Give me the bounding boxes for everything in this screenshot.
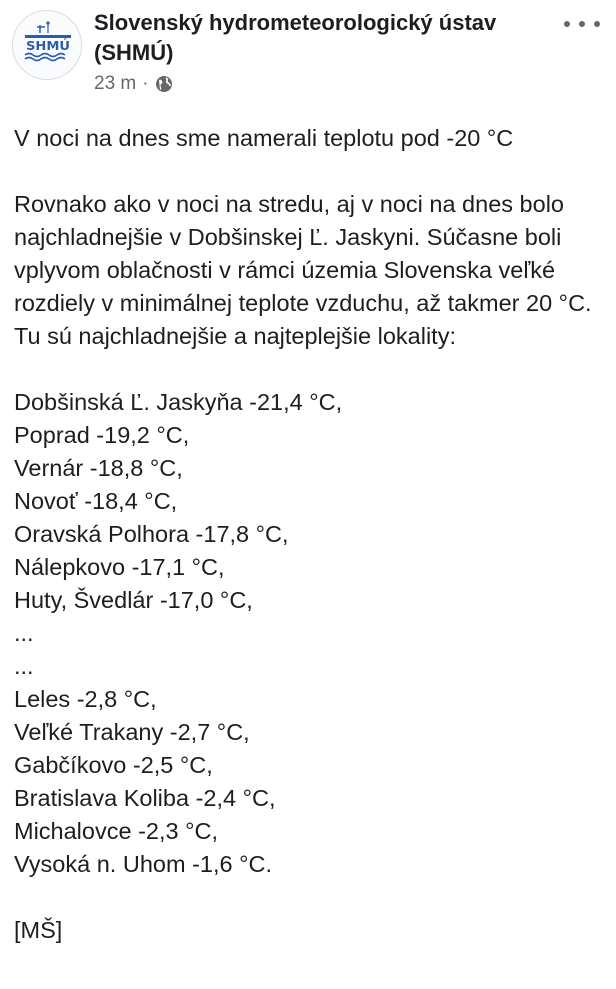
page-avatar[interactable] — [12, 10, 82, 80]
warmest-list — [14, 683, 612, 881]
page-name[interactable]: Slovenský hydrometeorologický ústav (SHMÚ) — [94, 10, 497, 65]
post-signature: [MŠ] — [14, 917, 63, 943]
coldest-list — [14, 386, 612, 617]
ellipsis: ... — [14, 653, 34, 679]
list-item: Poprad -19,2 °C, — [14, 422, 190, 448]
post-headline: V noci na dnes sme namerali teplotu pod -20 °C — [14, 125, 514, 151]
post-meta — [94, 72, 173, 96]
list-item: Nálepkovo -17,1 °C, — [14, 554, 225, 580]
shmu-logo-icon — [13, 11, 82, 80]
post-header — [12, 6, 604, 102]
globe-icon[interactable] — [155, 75, 173, 93]
list-item: Huty, Švedlár -17,0 °C, — [14, 587, 253, 613]
post-body — [14, 122, 612, 947]
list-item: Vysoká n. Uhom -1,6 °C. — [14, 851, 272, 877]
list-item: Michalovce -2,3 °C, — [14, 818, 218, 844]
logo-text: SHMÚ — [26, 39, 67, 53]
list-item: Veľké Trakany -2,7 °C, — [14, 719, 250, 745]
list-item: Bratislava Koliba -2,4 °C, — [14, 785, 276, 811]
list-item: Dobšinská Ľ. Jaskyňa -21,4 °C, — [14, 389, 343, 415]
list-item: Novoť -18,4 °C, — [14, 488, 178, 514]
post-paragraph: Rovnako ako v noci na stredu, aj v noci na dnes bolo najchladnejšie v Dobšinskej Ľ. Jaskyni. Súčasne boli vplyvom oblačnosti v rámci územia Slovenska veľké rozdiely v minimálnej teplote vzduchu, až takmer 20 °C. Tu sú najchladnejšie a najteplejšie lokality: — [14, 191, 592, 349]
list-item: Leles -2,8 °C, — [14, 686, 157, 712]
meta-separator: · — [142, 73, 149, 94]
list-item: Oravská Polhora -17,8 °C, — [14, 521, 289, 547]
list-item: Gabčíkovo -2,5 °C, — [14, 752, 213, 778]
list-item: Vernár -18,8 °C, — [14, 455, 183, 481]
post-time[interactable]: 23 m — [94, 73, 137, 94]
more-options-icon[interactable] — [564, 14, 600, 34]
ellipsis: ... — [14, 620, 34, 646]
